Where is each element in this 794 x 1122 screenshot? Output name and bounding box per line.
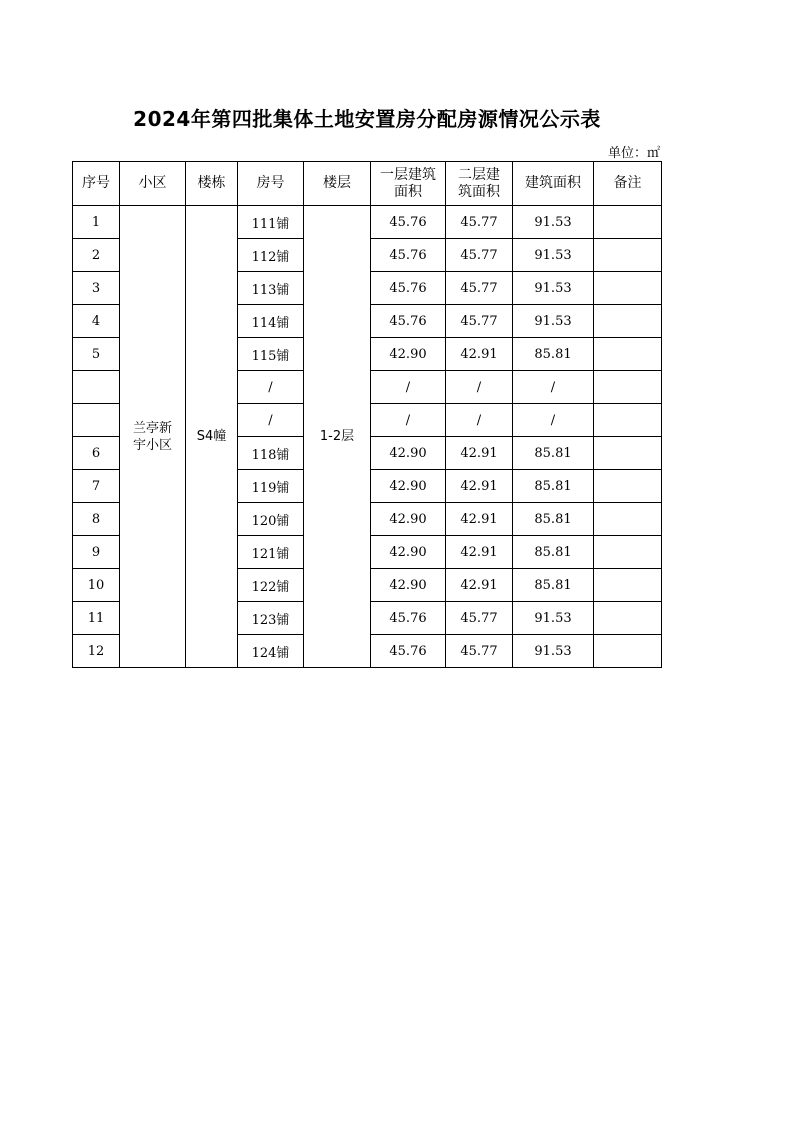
cell-area-first-floor: 45.76 [371,602,446,635]
cell-room: 123铺 [238,602,304,635]
cell-seq: 4 [73,305,120,338]
cell-remark [594,536,662,569]
cell-area-second-floor: 45.77 [446,305,513,338]
cell-seq: 1 [73,206,120,239]
cell-area-first-floor: 45.76 [371,635,446,668]
cell-area-total: 91.53 [513,305,594,338]
cell-area-total: / [513,404,594,437]
cell-area-first-floor: / [371,404,446,437]
table-row [73,206,662,239]
cell-area-total: 91.53 [513,206,594,239]
cell-seq [73,404,120,437]
cell-area-first-floor: 42.90 [371,569,446,602]
cell-area-second-floor: / [446,404,513,437]
cell-area-second-floor: 42.91 [446,569,513,602]
cell-area-first-floor: 45.76 [371,305,446,338]
cell-area-total: 85.81 [513,338,594,371]
cell-area-total: 91.53 [513,635,594,668]
cell-seq: 9 [73,536,120,569]
cell-area-first-floor: 42.90 [371,536,446,569]
cell-room: / [238,404,304,437]
cell-area-first-floor: 42.90 [371,470,446,503]
cell-area-second-floor: 42.91 [446,437,513,470]
cell-area-total: 85.81 [513,437,594,470]
cell-seq: 7 [73,470,120,503]
cell-area-first-floor: 45.76 [371,239,446,272]
cell-area-second-floor: 42.91 [446,536,513,569]
header-floor: 楼层 [304,162,371,206]
cell-remark [594,206,662,239]
cell-room: 113铺 [238,272,304,305]
cell-area-second-floor: 42.91 [446,470,513,503]
cell-area-first-floor: 45.76 [371,272,446,305]
cell-seq: 2 [73,239,120,272]
cell-area-first-floor: / [371,371,446,404]
cell-room: 120铺 [238,503,304,536]
cell-area-total: / [513,371,594,404]
cell-floor: 1-2层 [304,206,371,668]
cell-room: 118铺 [238,437,304,470]
cell-room: 121铺 [238,536,304,569]
cell-room: / [238,371,304,404]
cell-remark [594,371,662,404]
cell-area-first-floor: 45.76 [371,206,446,239]
cell-area-first-floor: 42.90 [371,503,446,536]
cell-remark [594,404,662,437]
cell-area-second-floor: 42.91 [446,338,513,371]
housing-allocation-table [72,161,662,668]
cell-remark [594,437,662,470]
cell-area-second-floor: 45.77 [446,635,513,668]
cell-area-second-floor: / [446,371,513,404]
cell-area-total: 85.81 [513,470,594,503]
cell-building: S4幢 [186,206,238,668]
cell-seq: 3 [73,272,120,305]
cell-remark [594,569,662,602]
cell-room: 115铺 [238,338,304,371]
cell-room: 119铺 [238,470,304,503]
cell-area-second-floor: 45.77 [446,272,513,305]
cell-remark [594,602,662,635]
cell-community: 兰亭新宇小区 [120,206,186,668]
cell-area-second-floor: 42.91 [446,503,513,536]
document-title: 2024年第四批集体土地安置房分配房源情况公示表 [133,107,601,131]
cell-seq: 6 [73,437,120,470]
cell-area-first-floor: 42.90 [371,338,446,371]
cell-area-total: 91.53 [513,272,594,305]
cell-room: 112铺 [238,239,304,272]
header-community: 小区 [120,162,186,206]
cell-seq: 5 [73,338,120,371]
cell-seq [73,371,120,404]
cell-area-second-floor: 45.77 [446,239,513,272]
cell-room: 122铺 [238,569,304,602]
cell-area-total: 91.53 [513,602,594,635]
cell-room: 124铺 [238,635,304,668]
header-seq: 序号 [73,162,120,206]
header-area-second-floor: 二层建筑面积 [446,162,513,206]
cell-area-second-floor: 45.77 [446,206,513,239]
cell-area-total: 85.81 [513,503,594,536]
header-building: 楼栋 [186,162,238,206]
unit-label: 单位：㎡ [607,146,660,161]
cell-area-total: 85.81 [513,569,594,602]
cell-area-total: 91.53 [513,239,594,272]
cell-area-second-floor: 45.77 [446,602,513,635]
cell-remark [594,338,662,371]
cell-seq: 12 [73,635,120,668]
cell-seq: 8 [73,503,120,536]
header-area-first-floor: 一层建筑面积 [371,162,446,206]
header-area-total: 建筑面积 [513,162,594,206]
cell-room: 111铺 [238,206,304,239]
cell-remark [594,503,662,536]
cell-area-first-floor: 42.90 [371,437,446,470]
cell-remark [594,305,662,338]
cell-seq: 11 [73,602,120,635]
header-row [73,162,662,206]
cell-remark [594,272,662,305]
cell-seq: 10 [73,569,120,602]
header-remark: 备注 [594,162,662,206]
cell-remark [594,470,662,503]
cell-remark [594,635,662,668]
header-room: 房号 [238,162,304,206]
cell-remark [594,239,662,272]
cell-area-total: 85.81 [513,536,594,569]
cell-room: 114铺 [238,305,304,338]
